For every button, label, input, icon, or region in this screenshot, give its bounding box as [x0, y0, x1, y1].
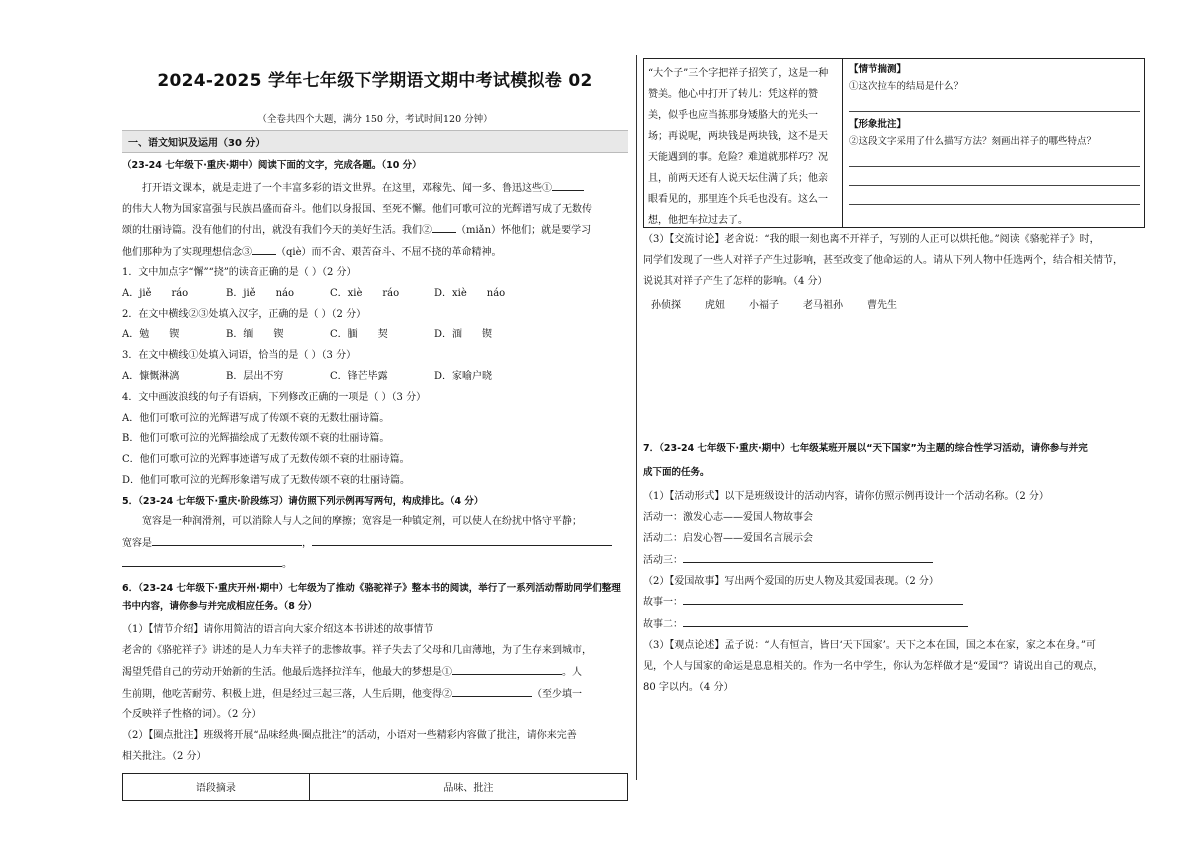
- passage-line: 颂的壮丽诗篇。没有他们的付出，就没有我们今天的美好生活。我们②: [122, 225, 432, 236]
- character-name: 老马祖孙: [803, 300, 843, 312]
- blank-3[interactable]: [252, 242, 276, 255]
- option-a[interactable]: A．勉 锲: [122, 329, 180, 341]
- answer-blank[interactable]: [683, 550, 933, 563]
- comma: ，: [302, 537, 312, 549]
- answer-blank[interactable]: [312, 533, 612, 546]
- story-label: 故事二：: [643, 619, 683, 631]
- annotation-question: ②这段文字采用了什么描写方法？刻画出祥子的哪些特点？: [849, 136, 1097, 147]
- option-b[interactable]: B．缅 锲: [226, 329, 284, 341]
- paragraph-line: 渴望凭借自己的劳动开始新的生活。他最后选择拉洋车，他最大的梦想是①: [122, 666, 452, 678]
- question-6-part-3: [643, 230, 1153, 311]
- character-name: 曹先生: [867, 300, 897, 312]
- passage-line: 他们那种为了实现理想信念③: [122, 246, 252, 258]
- table-header: 品味、批注: [309, 773, 627, 800]
- option-b[interactable]: B．他们可歌可泣的光辉描绘成了无数传颂不衰的壮丽诗篇。: [122, 433, 390, 445]
- annotation-cell: [843, 59, 1144, 227]
- answer-blank[interactable]: [152, 533, 302, 546]
- sub-question: （1）【活动形式】以下是班级设计的活动内容，请你仿照示例再设计一个活动名称。（2 分）: [643, 491, 1049, 503]
- example-sentence: 宽容是一种润滑剂，可以消除人与人之间的摩擦；宽容是一种镇定剂，可以使人在纷扰中恪守平静；: [142, 515, 582, 527]
- annotation-table-continued: [643, 58, 1145, 228]
- passage-line: 打开语文课本，就是走进了一个丰富多彩的语文世界。在这里，邓稼先、闻一多、鲁迅这些①: [142, 183, 552, 194]
- option-row: [122, 284, 628, 305]
- question-2: [122, 305, 628, 347]
- answer-blank[interactable]: [122, 554, 282, 567]
- blank-1[interactable]: [552, 178, 584, 191]
- sub-question: （3）【观点论述】孟子说：“人有恒言，皆曰‘天下国家’。天下之本在国，国之本在家，家之本在身。”可: [643, 639, 1096, 651]
- page-title: 2024-2025 学年七年级下学期语文期中考试模拟卷 02: [157, 71, 593, 91]
- paragraph-line: 说说其对祥子产生了怎样的影响。（4 分）: [643, 275, 828, 287]
- left-column: [122, 58, 628, 801]
- answer-blank[interactable]: [452, 662, 562, 675]
- annotation-table: [122, 773, 628, 801]
- passage-line: 的伟大人物为国家富强与民族昌盛而奋斗。他们以身报国、至死不懈。他们可歌可泣的光辉谱写成了无数传: [122, 203, 592, 215]
- sub-question-heading: （1）【情节介绍】请你用简洁的语言向大家介绍这本书讲述的故事情节: [122, 624, 434, 636]
- option-a[interactable]: A．慷慨淋漓: [122, 370, 180, 382]
- story-label: 故事一：: [643, 597, 683, 609]
- question-heading: 7．（23-24 七年级下·重庆·期中）七年级某班开展以“天下国家”为主题的综合性学习活动，请你参与并完: [643, 443, 1088, 455]
- option-d[interactable]: D．xiè náo: [434, 287, 506, 299]
- column-divider: [636, 55, 637, 780]
- question-heading: 6．（23-24 七年级下·重庆开州·期中）七年级为了推动《骆驼祥子》整本书的阅读，举行了一系列活动帮助同学们整理书中内容，请你参与并完成相应任务。（8 分）: [122, 583, 621, 613]
- answer-line[interactable]: [849, 190, 1140, 205]
- exam-note: （全卷共四个大题，满分 150 分，考试时间120 分钟）: [257, 114, 493, 125]
- passage-line: （qiè）而不舍、艰苦奋斗、不屈不挠的革命精神。: [276, 246, 502, 258]
- passage-heading: （23-24 七年级下·重庆·期中）阅读下面的文字，完成各题。（10 分）: [122, 160, 422, 171]
- paragraph-line: 同学们发现了一些人对祥子产生过影响，甚至改变了他命运的人。请从下列人物中任选两个，结合相关情节，: [643, 254, 1123, 266]
- option-b[interactable]: B．jiě náo: [226, 287, 294, 299]
- question-stem: 4．文中画波浪线的句子有语病，下列修改正确的一项是（ ）（3 分）: [122, 391, 427, 403]
- activity-item: 活动三：: [643, 554, 683, 566]
- answer-line[interactable]: [849, 97, 1140, 112]
- option-a[interactable]: A．jiě ráo: [122, 287, 189, 299]
- activity-item: 活动二：启发心智——爱国名言展示会: [643, 532, 813, 544]
- question-heading: 成下面的任务。: [643, 467, 710, 479]
- option-c[interactable]: C．xiè ráo: [330, 287, 400, 299]
- sub-question: （2）【爱国故事】写出两个爱国的历史人物及其爱国表现。（2 分）: [643, 575, 939, 587]
- option-c[interactable]: C．腼 契: [330, 329, 388, 341]
- passage-line: （miǎn）怀他们；就是要学习: [456, 225, 592, 236]
- period: 。: [282, 559, 292, 571]
- option-row: [122, 367, 628, 388]
- option-c[interactable]: C．锋芒毕露: [330, 370, 388, 382]
- question-4: [122, 388, 628, 492]
- answer-blank[interactable]: [452, 684, 532, 697]
- answer-line[interactable]: [849, 171, 1140, 186]
- table-header: 语段摘录: [123, 773, 310, 800]
- character-name: 小福子: [749, 300, 779, 312]
- option-d[interactable]: D．湎 锲: [434, 329, 493, 341]
- question-stem: 1．文中加点字“懈”“挠”的读音正确的是（ ）（2 分）: [122, 267, 357, 278]
- option-row: [122, 325, 628, 346]
- question-7: [643, 439, 1153, 698]
- activity-item: 活动一：激发心志——爱国人物故事会: [643, 512, 813, 524]
- paragraph-line: 。人: [562, 666, 582, 678]
- answer-line[interactable]: [849, 152, 1140, 167]
- answer-blank[interactable]: [683, 614, 968, 627]
- question-1: [122, 263, 628, 305]
- sub-question: 见，个人与国家的命运是息息相关的。作为一名中学生，你认为怎样做才是“爱国”？请说出自己的观点，: [643, 660, 1104, 672]
- section-heading: 一、语文知识及运用（30 分）: [122, 130, 628, 153]
- character-name: 虎妞: [705, 300, 725, 312]
- sub-question-heading: （2）【圈点批注】班级将开展“品味经典·圈点批注”的活动，小语对一些精彩内容做了批注，请你来完善: [122, 730, 577, 742]
- paragraph-line: （至少填一: [532, 688, 582, 700]
- question-stem: 2．在文中横线②③处填入汉字，正确的是（ ）（2 分）: [122, 308, 367, 320]
- annotation-heading: 【形象批注】: [849, 119, 907, 130]
- annotation-heading: 【情节揣测】: [849, 64, 907, 75]
- paragraph-line: 个反映祥子性格的词）。（2 分）: [122, 709, 262, 721]
- option-d[interactable]: D．他们可歌可泣的光辉形象谱写成了无数传颂不衰的壮丽诗篇。: [122, 474, 411, 486]
- paragraph-line: 生前期，他吃苦耐劳、积极上进，但是经过三起三落，人生后期，他变得②: [122, 688, 452, 700]
- option-d[interactable]: D．家喻户晓: [434, 370, 493, 382]
- option-b[interactable]: B．层出不穷: [226, 370, 284, 382]
- option-c[interactable]: C．他们可歌可泣的光辉事迹谱写成了无数传颂不衰的壮丽诗篇。: [122, 454, 410, 466]
- answer-blank[interactable]: [683, 592, 963, 605]
- annotation-question: ①这次拉车的结局是什么？: [849, 81, 964, 92]
- question-stem: 3．在文中横线①处填入词语，恰当的是（ ）（3 分）: [122, 350, 357, 362]
- question-5: [122, 494, 628, 576]
- question-heading: 5．（23-24 七年级下·重庆·阶段练习）请仿照下列示例再写两句，构成排比。（4 分）: [122, 495, 484, 507]
- question-3: [122, 346, 628, 388]
- question-6: [122, 580, 628, 801]
- answer-prefix: 宽容是: [122, 537, 152, 549]
- right-column: [643, 230, 1153, 698]
- reading-passage: [122, 178, 628, 263]
- option-a[interactable]: A．他们可歌可泣的光辉谱写成了传颂不衰的无数壮丽诗篇。: [122, 412, 390, 424]
- character-name: 孙侦探: [651, 300, 681, 312]
- character-list: [651, 296, 1153, 311]
- blank-2[interactable]: [432, 220, 456, 233]
- paragraph-line: （3）【交流讨论】老舍说：“我的眼一刻也离不开祥子，写别的人正可以烘托他。”阅读《骆驼祥子》时，: [643, 234, 1100, 245]
- paragraph-line: 老舍的《骆驼祥子》讲述的是人力车夫祥子的悲惨故事。祥子失去了父母和几亩薄地，为了生存来到城市，: [122, 644, 592, 656]
- sub-question-heading: 相关批注。（2 分）: [122, 750, 207, 762]
- sub-question: 80 字以内。（4 分）: [643, 681, 734, 693]
- excerpt-cell: “大个子”三个字把祥子招笑了，这是一种赞美。他心中打开了转儿：凭这样的赞美，似乎也应当拣那身矮胳大的光头一场；再说呢，两块钱是两块钱，这不是天天能遇到的事。危险？难道就那样巧？况且，前两天还有人说天坛住满了兵；他亲眼看见的，那里连个兵毛也没有。这么一想，他把车拉过去了。: [644, 59, 843, 227]
